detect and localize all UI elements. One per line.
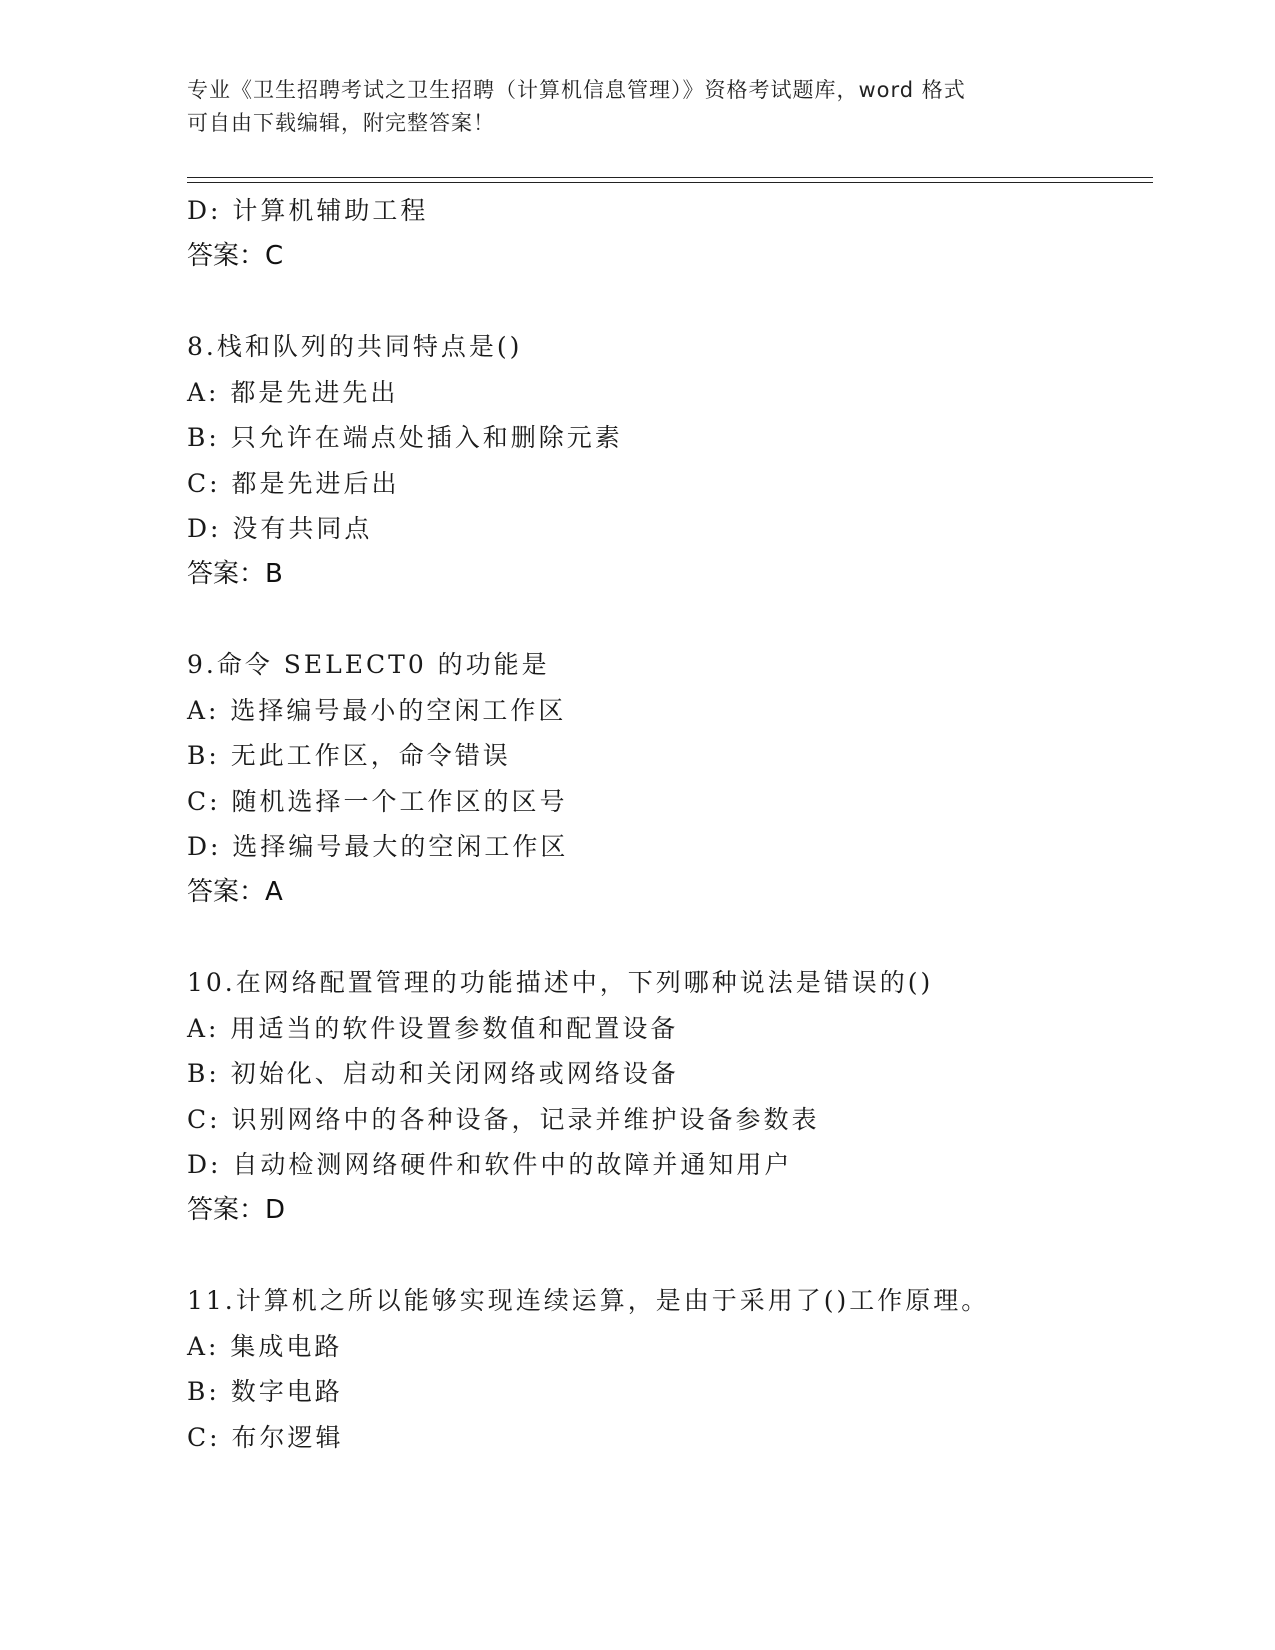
option-a: A: 选择编号最小的空闲工作区 <box>187 695 567 725</box>
option-b: B: 初始化、启动和关闭网络或网络设备 <box>187 1059 679 1088</box>
header-divider-top <box>187 177 1153 178</box>
answer-line: 答案：B <box>187 558 283 589</box>
option-c: C: 识别网络中的各种设备，记录并维护设备参数表 <box>187 1104 820 1134</box>
option-c: C: 布尔逻辑 <box>187 1422 344 1452</box>
option-a: A: 用适当的软件设置参数值和配置设备 <box>187 1013 679 1043</box>
option-b: B: 无此工作区，命令错误 <box>187 741 511 770</box>
option-b: B: 数字电路 <box>187 1377 343 1406</box>
option-c: C: 随机选择一个工作区的区号 <box>187 786 568 816</box>
option-d: D: 自动检测网络硬件和软件中的故障并通知用户 <box>187 1150 793 1179</box>
option-d: D: 选择编号最大的空闲工作区 <box>187 832 569 861</box>
header-divider-bottom <box>187 182 1153 183</box>
answer-line: 答案：D <box>187 1194 286 1225</box>
question-7-fragment <box>187 188 1153 279</box>
option-a: A: 都是先进先出 <box>187 377 399 407</box>
question-stem: 9.命令 SELECT0 的功能是 <box>187 650 550 679</box>
question-9 <box>187 642 1153 915</box>
question-content <box>187 188 1153 1460</box>
question-stem: 11.计算机之所以能够实现连续运算，是由于采用了()工作原理。 <box>187 1286 990 1315</box>
option-d: D: 计算机辅助工程 <box>187 196 429 225</box>
header-line-2: 可自由下载编辑，附完整答案！ <box>187 111 495 135</box>
header-line-1: 专业《卫生招聘考试之卫生招聘（计算机信息管理）》资格考试题库，word 格式 <box>187 78 966 102</box>
option-d: D: 没有共同点 <box>187 514 373 543</box>
question-stem: 10.在网络配置管理的功能描述中，下列哪种说法是错误的() <box>187 968 934 997</box>
answer-line: 答案：C <box>187 240 284 271</box>
answer-line: 答案：A <box>187 876 283 907</box>
question-11 <box>187 1278 1153 1460</box>
option-b: B: 只允许在端点处插入和删除元素 <box>187 423 623 452</box>
option-c: C: 都是先进后出 <box>187 468 400 498</box>
question-8 <box>187 324 1153 597</box>
option-a: A: 集成电路 <box>187 1331 343 1361</box>
question-stem: 8.栈和队列的共同特点是() <box>187 332 523 361</box>
question-10 <box>187 960 1153 1233</box>
document-header <box>187 74 1087 140</box>
